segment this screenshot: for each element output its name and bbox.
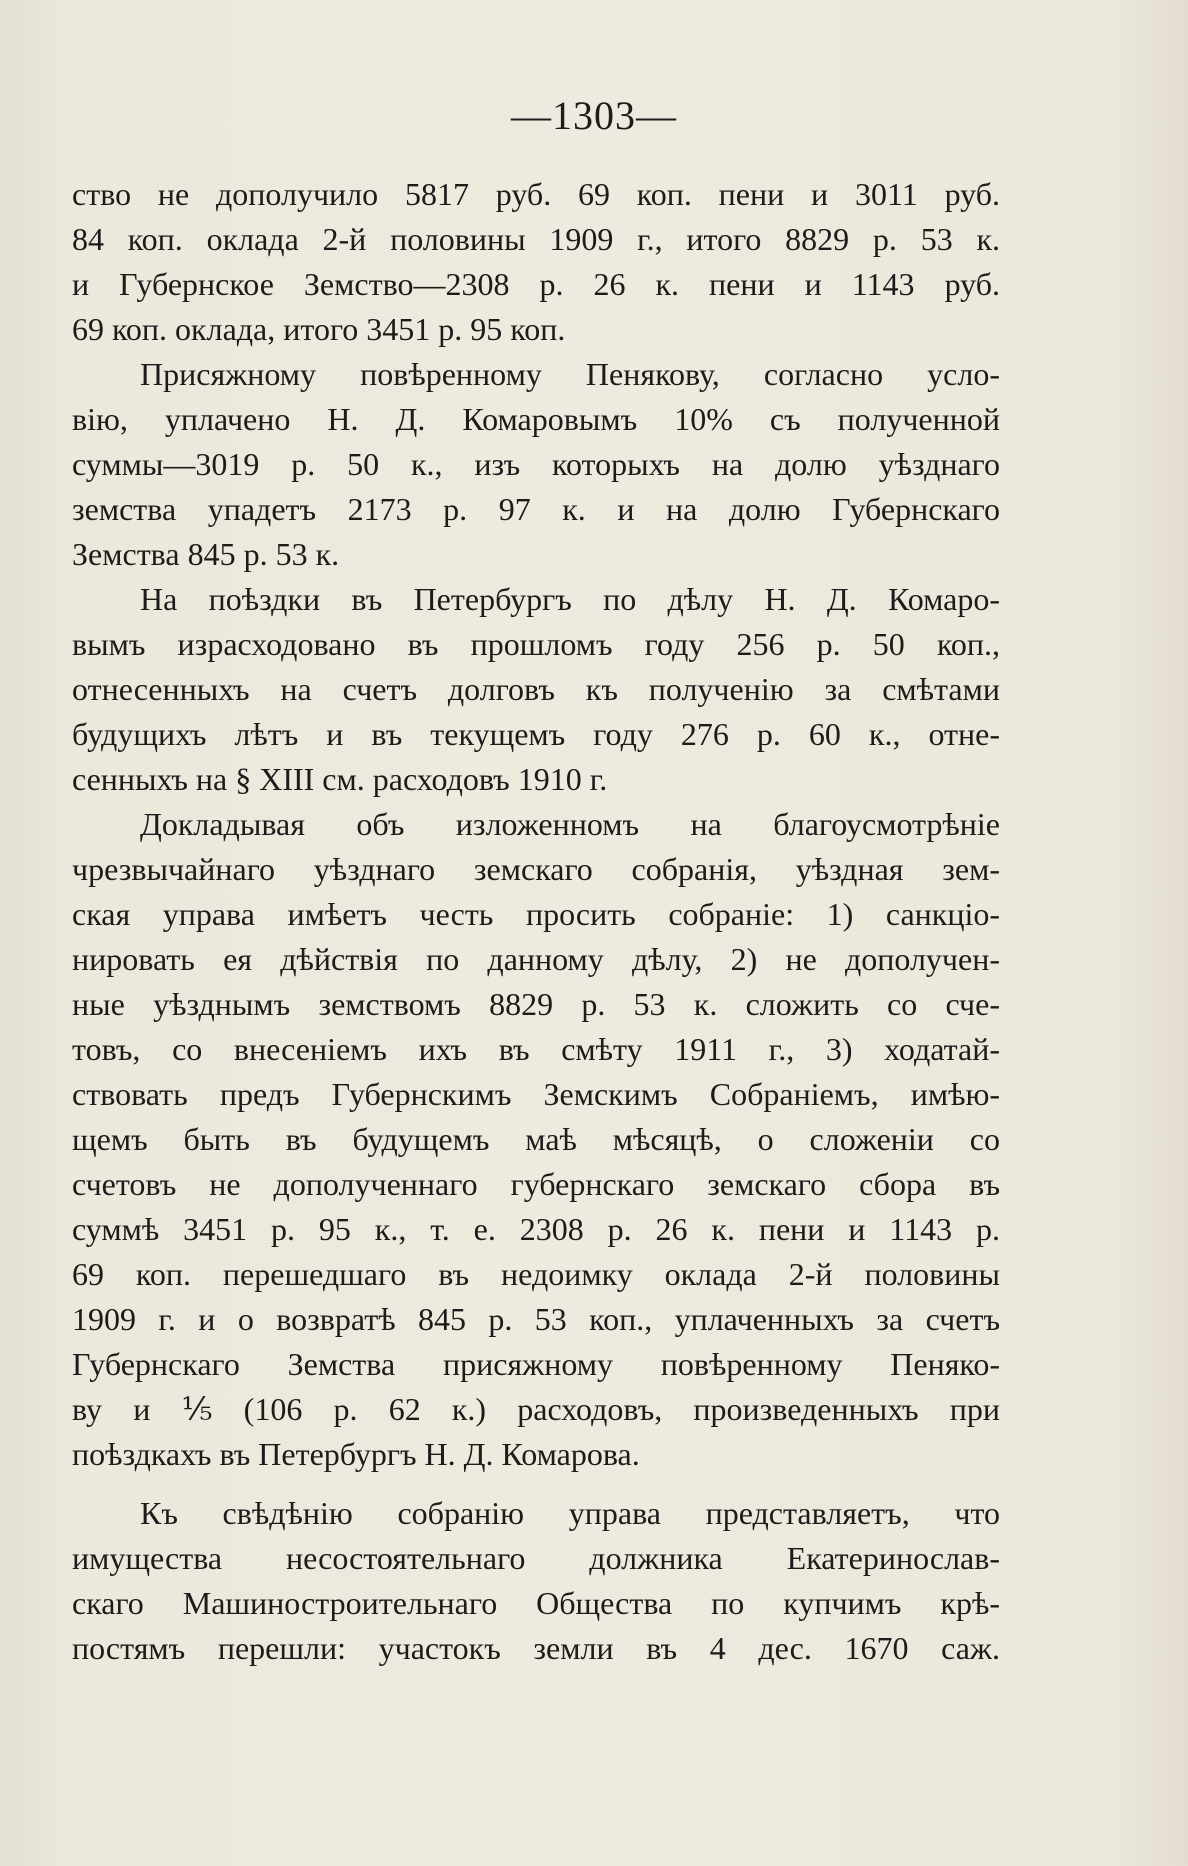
text-line: суммы—3019 р. 50 к., изъ которыхъ на долю уѣзднаго [72,446,1000,482]
text-line: отнесенныхъ на счетъ долговъ къ полученію за смѣтами [72,671,1000,707]
text-line: вымъ израсходовано въ прошломъ году 256 р. 50 коп., [72,626,1000,662]
text-line: ство не дополучило 5817 руб. 69 коп. пени и 3011 руб. [72,176,1000,212]
page-number: —1303— [511,93,677,138]
text-line: щемъ быть въ будущемъ маѣ мѣсяцѣ, о сложеніи со [72,1121,1000,1157]
text-line: Губернскаго Земства присяжному повѣренному Пеняко- [72,1346,1000,1382]
text-line: На поѣздки въ Петербургъ по дѣлу Н. Д. Комаро- [140,581,1000,617]
text-line: ву и ⅕ (106 р. 62 к.) расходовъ, произведенныхъ при [72,1391,1000,1427]
text-line: Докладывая объ изложенномъ на благоусмотрѣніе [140,806,1000,842]
text-line: товъ, со внесеніемъ ихъ въ смѣту 1911 г., 3) ходатай- [72,1031,1000,1067]
text-line: Присяжному повѣренному Пенякову, согласно усло- [140,356,1000,392]
text-line: будущихъ лѣтъ и въ текущемъ году 276 р. 60 к., отне- [72,716,1000,752]
text-line: 69 коп. перешедшаго въ недоимку оклада 2-й половины [72,1256,1000,1292]
text-line: 69 коп. оклада, итого 3451 р. 95 коп. [72,311,566,347]
text-line: Къ свѣдѣнію собранію управа представляетъ, что [140,1495,1000,1531]
text-line: суммѣ 3451 р. 95 к., т. е. 2308 р. 26 к. пени и 1143 р. [72,1211,1000,1247]
text-line: ные уѣзднымъ земствомъ 8829 р. 53 к. сложить со сче- [72,986,1000,1022]
text-line: 1909 г. и о возвратѣ 845 р. 53 коп., уплаченныхъ за счетъ [72,1301,1000,1337]
text-line: Земства 845 р. 53 к. [72,536,340,572]
text-line: чрезвычайнаго уѣзднаго земскаго собранія, уѣздная зем- [72,851,1000,887]
text-line: земства упадетъ 2173 р. 97 к. и на долю Губернскаго [72,491,1000,527]
text-line: и Губернское Земство—2308 р. 26 к. пени и 1143 руб. [72,266,1000,302]
text-line: 84 коп. оклада 2-й половины 1909 г., итого 8829 р. 53 к. [72,221,1000,257]
text-line: ская управа имѣетъ честь просить собраніе: 1) санкціо- [72,896,1000,932]
text-line: вію, уплачено Н. Д. Комаровымъ 10% съ полученной [72,401,1000,437]
text-line: сенныхъ на § XIII см. расходовъ 1910 г. [72,761,608,797]
text-line: ствовать предъ Губернскимъ Земскимъ Собраніемъ, имѣю- [72,1076,1000,1112]
text-line: нировать ея дѣйствія по данному дѣлу, 2) не дополучен- [72,941,1000,977]
text-line: имущества несостоятельнаго должника Екатеринослав- [72,1540,1000,1576]
text-line: счетовъ не дополученнаго губернскаго земскаго сбора въ [72,1166,1000,1202]
text-line: постямъ перешли: участокъ земли въ 4 дес. 1670 саж. [72,1630,1000,1666]
text-line: поѣздкахъ въ Петербургъ Н. Д. Комарова. [72,1436,640,1472]
text-line: скаго Машиностроительнаго Общества по купчимъ крѣ- [72,1585,1000,1621]
